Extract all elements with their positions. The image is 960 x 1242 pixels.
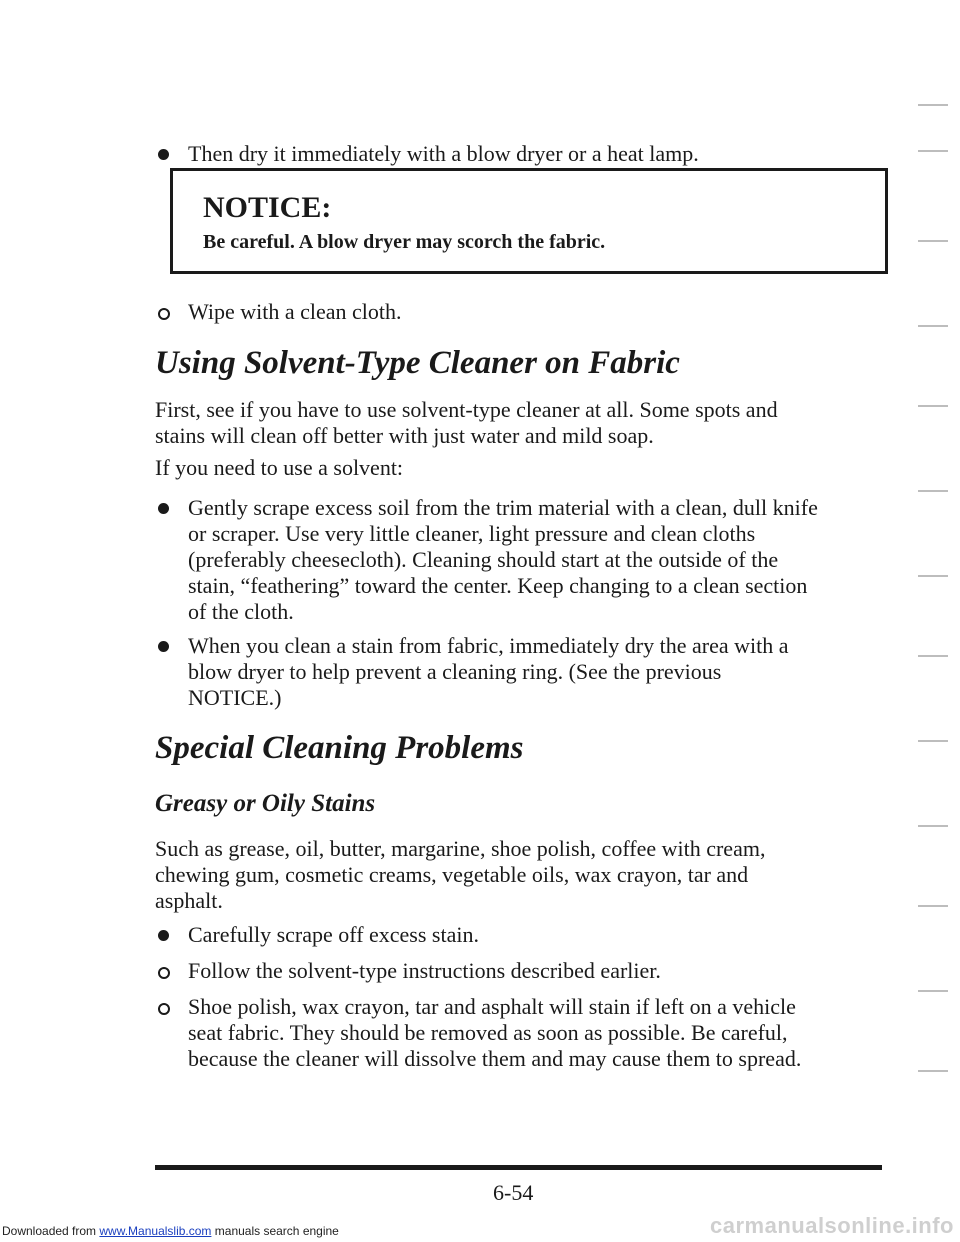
bullet-text: Follow the solvent-type instructions described earlier. — [188, 958, 661, 983]
scan-edge-mark — [918, 905, 948, 907]
text-line: NOTICE.) — [188, 685, 282, 710]
manualslib-link[interactable]: www.Manualslib.com — [99, 1224, 212, 1238]
scan-edge-mark — [918, 325, 948, 327]
text-line: blow dryer to help prevent a cleaning ring. (See the previous — [188, 659, 722, 684]
download-credit — [2, 1224, 339, 1238]
section-heading: Special Cleaning Problems — [155, 730, 524, 766]
paragraph — [155, 836, 885, 914]
page-number: 6-54 — [493, 1180, 534, 1205]
bullet-text — [188, 994, 888, 1072]
paragraph: If you need to use a solvent: — [155, 455, 404, 480]
list-item — [158, 495, 888, 625]
scan-edge-mark — [918, 990, 948, 992]
scan-edge-mark — [918, 1070, 948, 1072]
text-line: First, see if you have to use solvent-type cleaner at all. Some spots and — [155, 397, 778, 422]
notice-box — [170, 168, 888, 274]
section-heading: Using Solvent-Type Cleaner on Fabric — [155, 345, 680, 381]
text-line: of the cloth. — [188, 599, 294, 624]
subsection-heading: Greasy or Oily Stains — [155, 790, 376, 817]
scan-edge-mark — [918, 240, 948, 242]
text-line: stain, “feathering” toward the center. Keep changing to a clean section — [188, 573, 808, 598]
text-line: stains will clean off better with just water and mild soap. — [155, 423, 654, 448]
footer-rule — [155, 1165, 882, 1170]
list-item — [158, 958, 888, 984]
bullet-text — [188, 495, 888, 625]
text-line: (preferably cheesecloth). Cleaning should start at the outside of the — [188, 547, 779, 572]
text-line: asphalt. — [155, 888, 223, 913]
list-item — [158, 994, 888, 1072]
bullet-icon — [158, 308, 170, 320]
scan-edge-mark — [918, 575, 948, 577]
scan-edge-mark — [918, 740, 948, 742]
scan-edge-mark — [918, 104, 948, 106]
text-line: When you clean a stain from fabric, immediately dry the area with a — [188, 633, 789, 658]
bullet-text: Then dry it immediately with a blow dryer or a heat lamp. — [188, 141, 699, 166]
bullet-icon — [158, 1003, 170, 1015]
bullet-icon — [158, 930, 169, 941]
scan-edge-mark — [918, 150, 948, 152]
scan-edge-mark — [918, 405, 948, 407]
text-line: chewing gum, cosmetic creams, vegetable oils, wax crayon, tar and — [155, 862, 749, 887]
notice-title: NOTICE: — [203, 191, 332, 224]
bullet-text: Carefully scrape off excess stain. — [188, 922, 479, 947]
watermark: carmanualsonline.info — [710, 1213, 954, 1238]
text-line: or scraper. Use very little cleaner, light pressure and clean cloths — [188, 521, 756, 546]
list-item — [158, 299, 888, 325]
bullet-icon — [158, 967, 170, 979]
bullet-text — [188, 633, 888, 711]
scan-edge-mark — [918, 490, 948, 492]
bullet-icon — [158, 503, 169, 514]
list-item — [158, 633, 888, 711]
list-item — [158, 141, 888, 167]
scan-edge-mark — [918, 655, 948, 657]
bullet-icon — [158, 641, 169, 652]
bullet-text: Wipe with a clean cloth. — [188, 299, 402, 324]
text-line: seat fabric. They should be removed as soon as possible. Be careful, — [188, 1020, 788, 1045]
text-line: Shoe polish, wax crayon, tar and asphalt will stain if left on a vehicle — [188, 994, 796, 1019]
notice-text: Be careful. A blow dryer may scorch the fabric. — [203, 231, 606, 253]
scan-edge-mark — [918, 825, 948, 827]
text-line: because the cleaner will dissolve them and may cause them to spread. — [188, 1046, 802, 1071]
paragraph — [155, 397, 885, 449]
credit-prefix: Downloaded from — [2, 1224, 100, 1238]
credit-suffix: manuals search engine — [211, 1224, 339, 1238]
text-line: Such as grease, oil, butter, margarine, shoe polish, coffee with cream, — [155, 836, 766, 861]
text-line: Gently scrape excess soil from the trim material with a clean, dull knife — [188, 495, 818, 520]
list-item — [158, 922, 888, 948]
bullet-icon — [158, 149, 169, 160]
